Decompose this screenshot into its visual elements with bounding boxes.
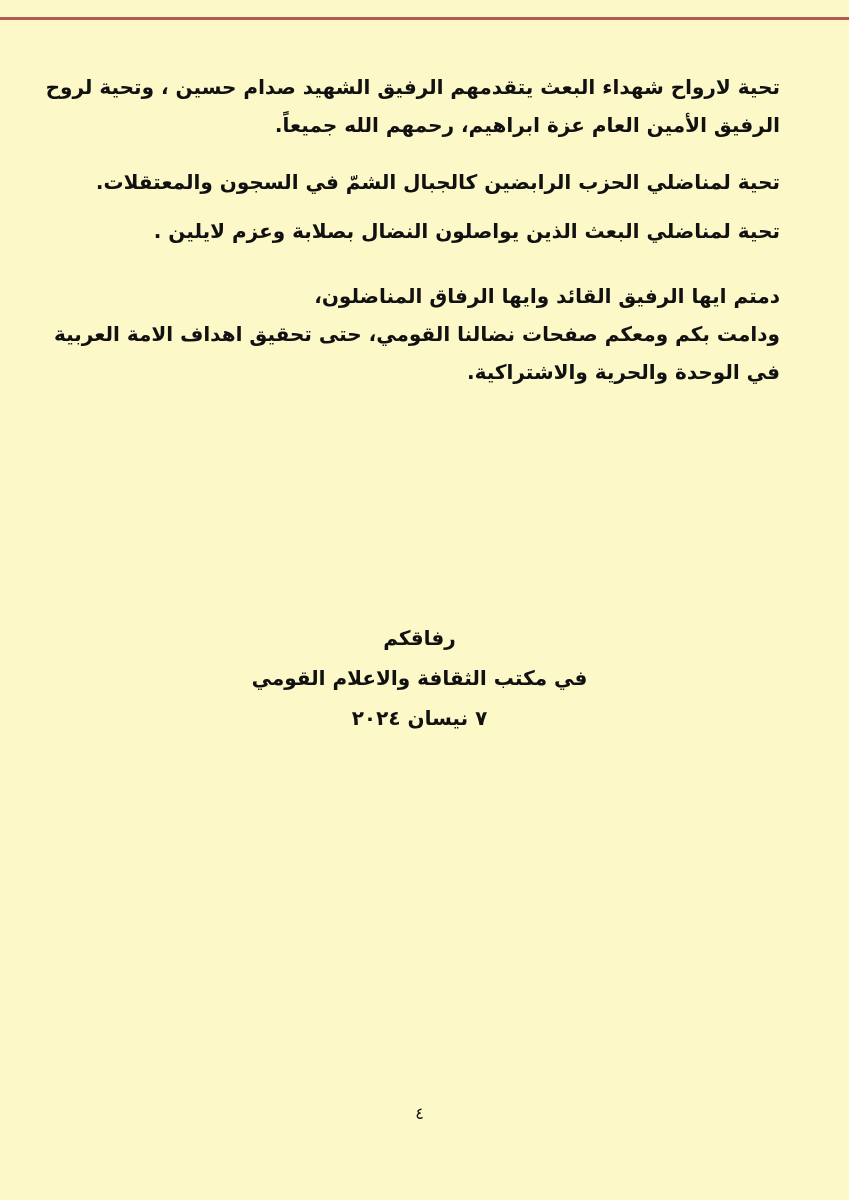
signature-comrades: رفاقكم [383,626,456,650]
signature-office: في مكتب الثقافة والاعلام القومي [251,666,588,690]
page-number: ٤ [415,1104,424,1123]
paragraph-line: الرفيق الأمين العام عزة ابراهيم، رحمهم الله جميعاً. [274,113,780,137]
paragraph-line: تحية لمناضلي الحزب الرابضين كالجبال الشمّ في السجون والمعتقلات. [95,170,780,194]
paragraph-line: دمتم ايها الرفيق القائد وايها الرفاق المناضلون، [314,284,780,308]
signature-date: ٧ نيسان ٢٠٢٤ [351,706,488,730]
signature-block [0,618,849,738]
paragraph-strugglers-tribute [70,212,780,250]
paragraph-line: تحية لارواح شهداء البعث يتقدمهم الرفيق الشهيد صدام حسين ، وتحية لروح [45,75,780,99]
paragraph-martyrs-tribute [45,68,780,144]
paragraph-line: في الوحدة والحرية والاشتراكية. [466,360,780,384]
paragraph-line: تحية لمناضلي البعث الذين يواصلون النضال بصلابة وعزم لايلين . [153,219,780,243]
paragraph-closing-wishes [54,277,780,391]
top-header-rule [0,0,849,20]
paragraph-line: ودامت بكم ومعكم صفحات نضالنا القومي، حتى تحقيق اهداف الامة العربية [54,322,780,346]
paragraph-prisoners-tribute [70,163,780,201]
